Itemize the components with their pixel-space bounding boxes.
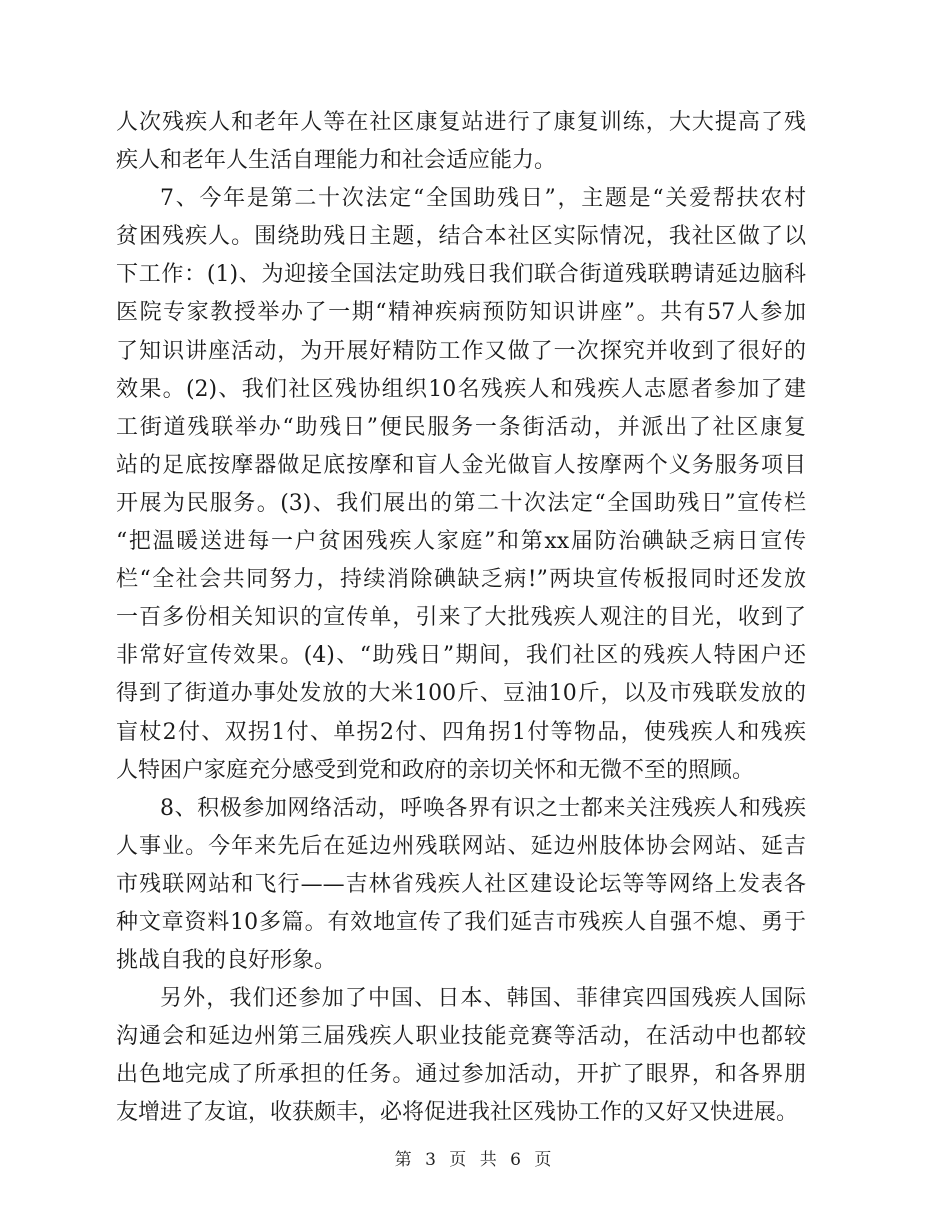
text-line: “把温暖送进每一户贫困残疾人家庭”和第xx届防治碘缺乏病日宣传 (116, 529, 806, 555)
text-line: 效果。(2)、我们社区残协组织10名残疾人和残疾人志愿者参加了建 (116, 376, 806, 402)
text-line: 挑战自我的良好形象。 (116, 948, 337, 974)
text-line: 出色地完成了所承担的任务。通过参加活动，开扩了眼界，和各界朋 (116, 1062, 806, 1088)
text-line: 人事业。今年来先后在延边州残联网站、延边州肢体协会网站、延吉 (116, 833, 806, 859)
text-line: 贫困残疾人。围绕助残日主题，结合本社区实际情况，我社区做了以 (116, 224, 806, 250)
text-line: 8、积极参加网络活动，呼唤各界有识之士都来关注残疾人和残疾 (160, 795, 806, 821)
body-text (116, 104, 806, 1133)
text-line: 了知识讲座活动，为开展好精防工作又做了一次探究并收到了很好的 (116, 338, 806, 364)
text-line: 开展为民服务。(3)、我们展出的第二十次法定“全国助残日”宣传栏 (116, 490, 806, 516)
text-line: 沟通会和延边州第三届残疾人职业技能竞赛等活动，在活动中也都较 (116, 1024, 806, 1050)
text-line: 得到了街道办事处发放的大米100斤、豆油10斤，以及市残联发放的 (116, 681, 806, 707)
text-line: 栏“全社会共同努力，持续消除碘缺乏病!”两块宣传板报同时还发放 (116, 567, 806, 593)
text-line: 下工作：(1)、为迎接全国法定助残日我们联合街道残联聘请延边脑科 (116, 262, 806, 288)
text-line: 一百多份相关知识的宣传单，引来了大批残疾人观注的目光，收到了 (116, 605, 806, 631)
text-line: 市残联网站和飞行——吉林省残疾人社区建设论坛等等网络上发表各 (116, 871, 806, 897)
text-line: 医院专家教授举办了一期“精神疾病预防知识讲座”。共有57人参加 (116, 300, 806, 326)
page-number-footer: 第 3 页 共 6 页 (394, 1150, 556, 1170)
text-line: 盲杖2付、双拐1付、单拐2付、四角拐1付等物品，使残疾人和残疾 (116, 719, 806, 745)
text-line: 站的足底按摩器做足底按摩和盲人金光做盲人按摩两个义务服务项目 (116, 452, 806, 478)
text-line: 友增进了友谊，收获颇丰，必将促进我社区残协工作的又好又快进展。 (116, 1100, 799, 1126)
text-line: 疾人和老年人生活自理能力和社会适应能力。 (116, 148, 557, 174)
text-line: 人特困户家庭充分感受到党和政府的亲切关怀和无微不至的照顾。 (116, 757, 755, 783)
text-line: 种文章资料10多篇。有效地宣传了我们延吉市残疾人自强不熄、勇于 (116, 909, 806, 935)
text-line: 工街道残联举办“助残日”便民服务一条街活动，并派出了社区康复 (116, 414, 806, 440)
text-line: 另外，我们还参加了中国、日本、韩国、菲律宾四国残疾人国际 (160, 986, 806, 1012)
text-line: 非常好宣传效果。(4)、“助残日”期间，我们社区的残疾人特困户还 (116, 643, 806, 669)
text-line: 人次残疾人和老年人等在社区康复站进行了康复训练，大大提高了残 (116, 110, 806, 135)
text-line: 7、今年是第二十次法定“全国助残日”，主题是“关爱帮扶农村 (160, 186, 806, 212)
